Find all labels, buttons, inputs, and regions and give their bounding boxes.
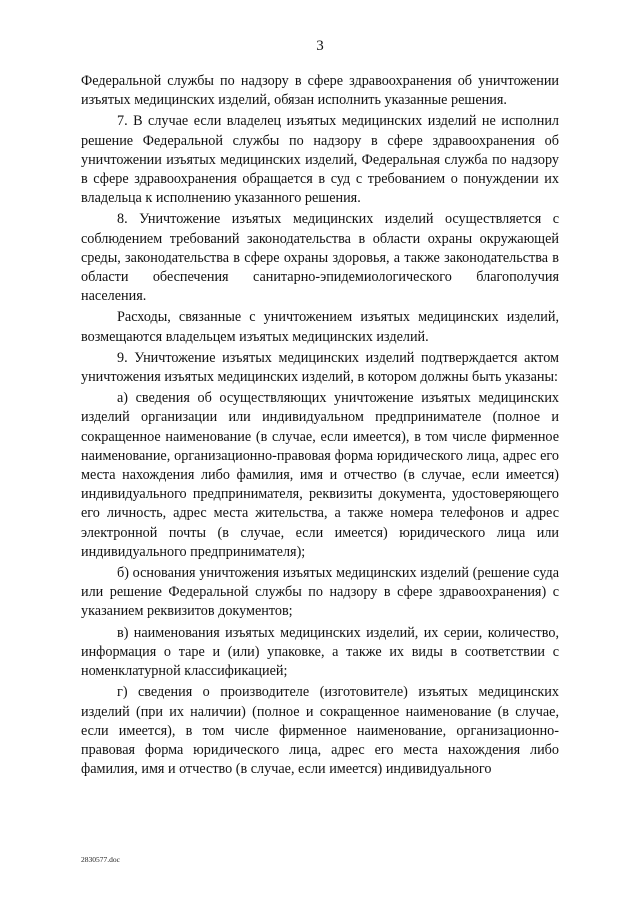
document-body [81,72,559,779]
paragraph-subitem-g: г) сведения о производителе (изготовителе) изъятых медицинских изделий (при их наличии) (полное и сокращенное наименование (в случае, если имеется), в том числе фирменное наименование, организационно-правовая форма юридического лица, адрес его места нахождения либо фамилия, имя и отчество (в случае, если имеется) индивидуального [81,684,559,778]
paragraph-item-8: 8. Уничтожение изъятых медицинских изделий осуществляется с соблюдением требований законодательства в области охраны окружающей среды, законодательства в сфере охраны здоровья, а также законодательства в области обеспечения санитарно-эпидемиологического благополучия населения. [81,211,559,305]
paragraph-subitem-a: а) сведения об осуществляющих уничтожение изъятых медицинских изделий организации или индивидуальном предпринимателе (полное и сокращенное наименование (в случае, если имеется), в том числе фирменное наименование, организационно-правовая форма юридического лица, адрес его места нахождения либо фамилия, имя и отчество (в случае, если имеется) индивидуального предпринимателя, реквизиты документа, удостоверяющего его личность, адрес места жительства, а также номера телефонов и адрес электронной почты (в случае, если имеется) юридического лица или индивидуального предпринимателя); [81,390,559,560]
paragraph-expenses: Расходы, связанные с уничтожением изъятых медицинских изделий, возмещаются владельцем изъятых медицинских изделий. [81,309,559,345]
page-number: 3 [316,38,324,54]
paragraph-item-7: 7. В случае если владелец изъятых медицинских изделий не исполнил решение Федеральной службы по надзору в сфере здравоохранения об уничтожении изъятых медицинских изделий, Федеральная служба по надзору в сфере здравоохранения обращается в суд с требованием о понуждении их владельца к исполнению указанного решения. [81,113,559,207]
paragraph-subitem-v: в) наименования изъятых медицинских изделий, их серии, количество, информация о таре и (или) упаковке, а также их виды в соответствии с номенклатурной классификацией; [81,624,559,680]
file-code: 2830577.doc [81,855,120,864]
paragraph-continuation: Федеральной службы по надзору в сфере здравоохранения об уничтожении изъятых медицинских изделий, обязан исполнить указанные решения. [81,73,559,109]
paragraph-item-9: 9. Уничтожение изъятых медицинских изделий подтверждается актом уничтожения изъятых медицинских изделий, в котором должны быть указаны: [81,349,559,386]
paragraph-subitem-b: б) основания уничтожения изъятых медицинских изделий (решение суда или решение Федеральной службы по надзору в сфере здравоохранения) с указанием реквизитов документов; [81,565,559,620]
